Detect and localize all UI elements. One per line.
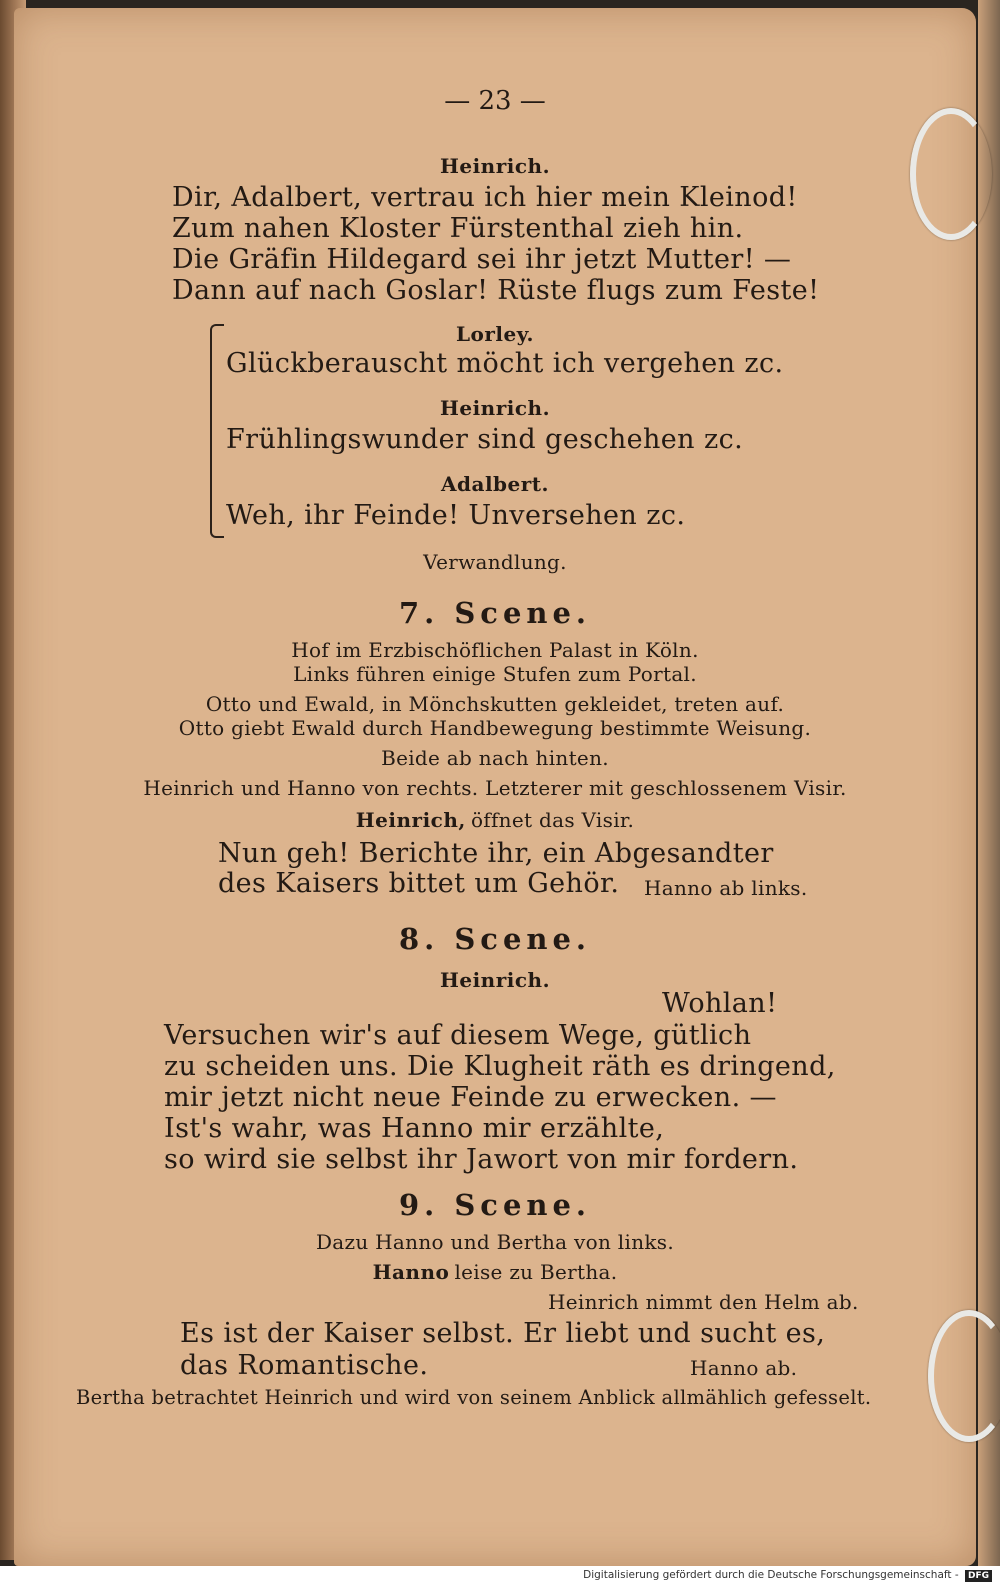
binder-ring-icon (910, 108, 992, 240)
speaker-adalbert: Adalbert. (440, 472, 549, 496)
ensemble-line: Glückberauscht möcht ich vergehen zc. (226, 348, 784, 379)
ensemble-line: Weh, ihr Feinde! Unversehen zc. (226, 500, 686, 531)
verse-line: Es ist der Kaiser selbst. Er liebt und sucht es, (180, 1318, 826, 1349)
scene-heading: 8. Scene. (398, 922, 592, 956)
verse-line: zu scheiden uns. Die Klugheit räth es dringend, (164, 1051, 836, 1082)
stage-direction: Otto giebt Ewald durch Handbewegung bestimmte Weisung. (178, 716, 812, 740)
verse-line: Wohlan! (662, 988, 778, 1019)
speaker-heinrich: Heinrich, (355, 808, 466, 832)
footer-bar (0, 1566, 1000, 1584)
book-page (14, 8, 976, 1566)
verse-line: Dann auf nach Goslar! Rüste flugs zum Feste! (172, 275, 820, 306)
stage-direction: Dazu Hanno und Bertha von links. (315, 1230, 675, 1254)
page-number: — 23 — (444, 86, 546, 116)
verse-line: des Kaisers bittet um Gehör. (218, 868, 620, 899)
scene-heading: 7. Scene. (398, 596, 592, 630)
exit-direction: Hanno ab links. (644, 876, 808, 900)
footer-credit: Digitalisierung gefördert durch die Deutsche Forschungsgemeinschaft - (583, 1569, 959, 1581)
exit-direction: Hanno ab. (690, 1356, 798, 1380)
stage-direction: Otto und Ewald, in Mönchskutten gekleidet, treten auf. (205, 692, 785, 716)
verse-line: Versuchen wir's auf diesem Wege, gütlich (164, 1020, 752, 1051)
speaker-line (14, 1260, 976, 1284)
setting-line: Hof im Erzbischöflichen Palast in Köln. (291, 638, 699, 662)
verse-line: Nun geh! Berichte ihr, ein Abgesandter (218, 838, 774, 869)
speaker-heinrich: Heinrich. (439, 396, 551, 420)
verse-line: Die Gräfin Hildegard sei ihr jetzt Mutter! — (172, 244, 792, 275)
speaker-direction: leise zu Bertha. (454, 1260, 618, 1284)
ensemble-line: Frühlingswunder sind geschehen zc. (226, 424, 744, 455)
speaker-direction: öffnet das Visir. (470, 808, 635, 832)
speaker-line (14, 808, 976, 832)
stage-direction: Beide ab nach hinten. (381, 746, 609, 770)
speaker-heinrich: Heinrich. (439, 154, 551, 178)
ensemble-brace (210, 324, 224, 538)
verse-line: mir jetzt nicht neue Feinde zu erwecken. — (164, 1082, 777, 1113)
verse-line: Zum nahen Kloster Fürstenthal zieh hin. (172, 213, 744, 244)
setting-line: Links führen einige Stufen zum Portal. (293, 662, 697, 686)
verse-line: so wird sie selbst ihr Jawort von mir fordern. (164, 1144, 799, 1175)
verse-line: Dir, Adalbert, vertrau ich hier mein Kleinod! (172, 182, 798, 213)
scene-heading: 9. Scene. (398, 1188, 592, 1222)
dfg-logo: DFG (965, 1570, 992, 1582)
stage-direction: Bertha betrachtet Heinrich und wird von seinem Anblick allmählich gefesselt. (76, 1386, 872, 1409)
speaker-lorley: Lorley. (455, 322, 535, 346)
stage-direction: Heinrich nimmt den Helm ab. (548, 1290, 859, 1314)
verse-line: das Romantische. (180, 1350, 429, 1381)
verse-line: Ist's wahr, was Hanno mir erzählte, (164, 1113, 665, 1144)
speaker-hanno: Hanno (372, 1260, 450, 1284)
speaker-heinrich: Heinrich. (439, 968, 551, 992)
stage-direction: Heinrich und Hanno von rechts. Letzterer mit geschlossenem Visir. (143, 776, 847, 800)
binder-ring-icon (928, 1310, 1000, 1442)
stage-direction: Verwandlung. (423, 550, 567, 574)
